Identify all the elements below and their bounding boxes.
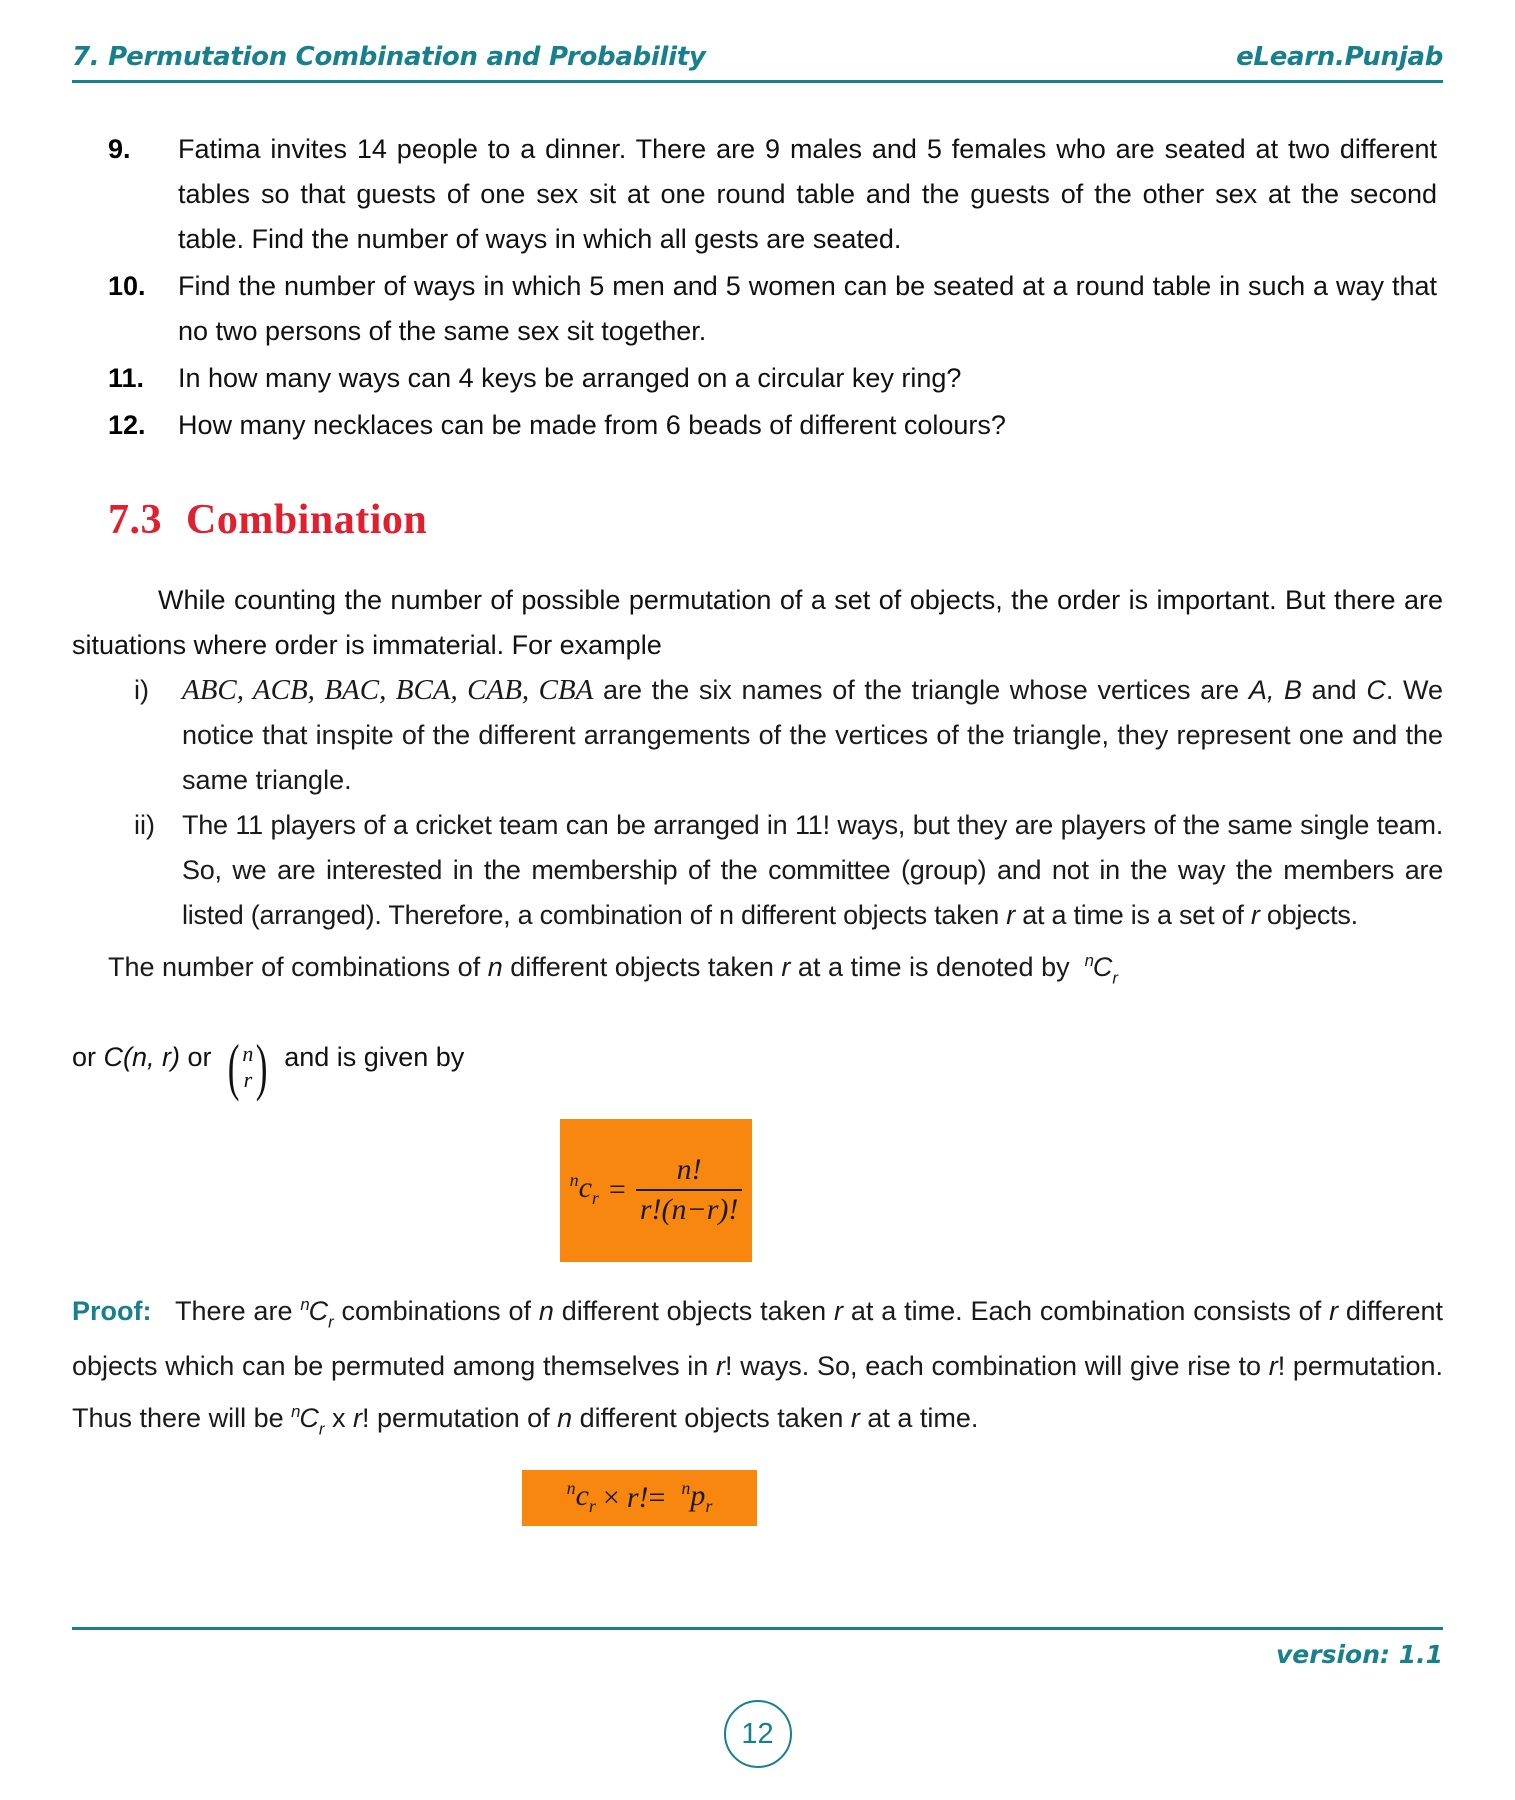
proof-part-d: at a time. Each combination consists of — [843, 1295, 1330, 1326]
exercise-text: How many necklaces can be made from 6 beads of different colours? — [178, 410, 1006, 440]
lhs2-subscript: r — [588, 1496, 596, 1517]
proof-part-c: different objects taken — [553, 1295, 834, 1326]
or-part-c: and is given by — [284, 1041, 465, 1072]
or-notation-line — [72, 1030, 1443, 1102]
exercise-number: 10. — [108, 271, 146, 301]
proof-part-k: at a time. — [859, 1403, 979, 1434]
roman-item-part-b: and — [1301, 675, 1367, 705]
denoted-by-line — [108, 938, 1443, 1001]
var-r: r — [781, 952, 791, 982]
binomial-top: n — [242, 1040, 254, 1066]
formula-box-1-wrapper — [72, 1093, 1443, 1262]
equals2-operator: = — [648, 1480, 666, 1514]
ncr-superscript: n — [1084, 951, 1094, 970]
combination-formula — [570, 1153, 743, 1227]
ncr-notation: $^nC_r$ — [291, 1402, 325, 1439]
version-label: version: 1.1 — [1276, 1640, 1443, 1669]
list-item — [108, 127, 1443, 262]
or-part-a: or — [72, 1041, 104, 1072]
var-r: r — [353, 1403, 363, 1434]
lhs2-superscript: n — [566, 1478, 576, 1499]
left-paren: ( — [227, 1030, 240, 1102]
exercise-text: Find the number of ways in which 5 men and 5 women can be seated at a round table in such a way that no two persons of the same sex sit together. — [178, 271, 1437, 346]
exercise-number: 12. — [108, 410, 146, 440]
section-title: Combination — [186, 497, 428, 543]
rhs2-superscript: n — [681, 1478, 691, 1499]
ncr-superscript: n — [300, 1294, 310, 1314]
var-r: r — [1268, 1351, 1278, 1382]
exercise-text: In how many ways can 4 keys be arranged on a circular key ring? — [178, 363, 962, 393]
or-part-b: or — [180, 1041, 212, 1072]
combination-formula-box — [560, 1119, 752, 1262]
header-divider — [72, 80, 1443, 83]
proof-part-i: ! permutation of — [362, 1403, 558, 1434]
lhs-superscript: n — [569, 1170, 579, 1191]
fraction-numerator: n! — [676, 1153, 702, 1187]
denoted-part-c: at a time is denoted by — [790, 952, 1070, 982]
var-n: n — [538, 1295, 554, 1326]
ncr-subscript: r — [318, 1419, 325, 1439]
var-n: n — [487, 952, 503, 982]
lhs2-base: c — [575, 1479, 589, 1513]
binomial-coefficient — [223, 1030, 273, 1102]
denoted-part-b: different objects taken — [502, 952, 782, 982]
list-item — [108, 356, 1443, 401]
page-number-badge — [724, 1700, 792, 1768]
exercise-list — [108, 127, 1443, 448]
roman-marker: i) — [134, 675, 149, 705]
proof-label: Proof: — [72, 1295, 152, 1326]
r-factorial: r! — [626, 1480, 649, 1514]
chapter-title: 7. Permutation Combination and Probability — [72, 42, 706, 72]
proof-paragraph — [72, 1282, 1443, 1452]
permutation-relation-formula — [567, 1478, 713, 1517]
rhs2-base: p — [690, 1479, 706, 1513]
var-r: r — [1329, 1295, 1339, 1326]
proof-part-e: different objects which can be permuted among themselves in — [72, 1295, 1443, 1382]
lhs-base: c — [578, 1171, 592, 1205]
proof-part-a: There are — [175, 1295, 301, 1326]
var-n: n — [557, 1403, 573, 1434]
formula2-rhs — [681, 1478, 712, 1517]
proof-part-f: ! ways. So, each combination will give rise to — [725, 1351, 1269, 1382]
var-r: r — [1250, 900, 1260, 930]
formula-box-2-wrapper — [72, 1452, 1443, 1526]
section-heading — [108, 496, 1443, 544]
right-paren: ) — [256, 1030, 268, 1102]
ncr-subscript: r — [1112, 968, 1118, 988]
var-r: r — [850, 1403, 860, 1434]
roman-list — [108, 668, 1443, 938]
ncr-notation: $^nC_r$ — [300, 1294, 334, 1332]
denoted-part-a: The number of combinations of — [108, 952, 488, 982]
roman-item-part-a: are the six names of the triangle whose vertices are — [593, 675, 1249, 705]
roman-item-part-b: at a time is a set of — [1014, 900, 1251, 930]
var-r: r — [834, 1295, 843, 1326]
footer-divider — [72, 1627, 1443, 1630]
roman-marker: ii) — [134, 810, 155, 840]
triangle-names: ABC, ACB, BAC, BCA, CAB, CBA — [182, 674, 594, 706]
times-operator: × — [602, 1480, 620, 1514]
binomial-bottom: r — [243, 1066, 253, 1092]
formula-lhs — [570, 1170, 599, 1209]
section-intro-paragraph — [72, 578, 1443, 668]
list-item — [108, 403, 1443, 448]
formula2-lhs — [567, 1478, 596, 1517]
ncr-subscript: r — [328, 1312, 334, 1332]
exercise-number: 9. — [108, 134, 131, 164]
list-item — [108, 668, 1443, 803]
cnr-notation: C(n, r) — [103, 1041, 181, 1072]
roman-item-part-c: objects. — [1259, 900, 1358, 930]
proof-part-b: combinations of — [333, 1295, 539, 1326]
proof-part-j: different objects taken — [572, 1403, 851, 1434]
list-item — [108, 264, 1443, 354]
lhs-subscript: r — [591, 1188, 599, 1209]
vertex-var-c: C — [1366, 675, 1386, 705]
list-item — [108, 803, 1443, 938]
exercise-text: Fatima invites 14 people to a dinner. There are 9 males and 5 females who are seated at two different tables so that guests of one sex sit at one round table and the guests of the other sex at the second table. Find the number of ways in which all gests are seated. — [178, 134, 1437, 254]
permutation-relation-box — [522, 1470, 757, 1526]
proof-part-g: ! permutation. Thus there will be — [72, 1351, 1443, 1434]
roman-item-part-a: The 11 players of a cricket team can be arranged in 11! ways, but they are players of the same single team. So, we are interested in the membership of the committee (group) and not in the way the members are listed (arranged). Therefore, a combination of n different objects taken — [182, 810, 1443, 930]
proof-part-h: x — [324, 1403, 354, 1434]
rhs2-subscript: r — [705, 1496, 713, 1517]
section-number: 7.3 — [108, 497, 162, 543]
section-intro-text: While counting the number of possible permutation of a set of objects, the order is important. But there are situations where order is immaterial. For example — [72, 585, 1443, 660]
roman-item-text — [182, 803, 1443, 938]
roman-item-text — [182, 668, 1443, 803]
roman-item-part-c: . We notice that inspite of the different arrangements of the vertices of the triangle, they represent one and the same triangle. — [182, 675, 1444, 795]
var-r: r — [716, 1351, 726, 1382]
fraction-denominator: r!(n−r)! — [639, 1193, 739, 1227]
brand-label: eLearn.Punjab — [1236, 42, 1443, 72]
vertex-vars-ab: A, B — [1248, 675, 1302, 705]
page-number: 12 — [741, 1717, 774, 1750]
var-r: r — [1006, 900, 1015, 930]
ncr-notation: $^nC_r$ — [1084, 951, 1118, 988]
formula-fraction — [636, 1153, 743, 1227]
ncr-superscript: n — [291, 1402, 301, 1422]
page-header — [72, 0, 1443, 80]
binomial-stack — [242, 1041, 253, 1093]
equals-operator: = — [608, 1173, 626, 1207]
exercise-number: 11. — [108, 363, 145, 393]
